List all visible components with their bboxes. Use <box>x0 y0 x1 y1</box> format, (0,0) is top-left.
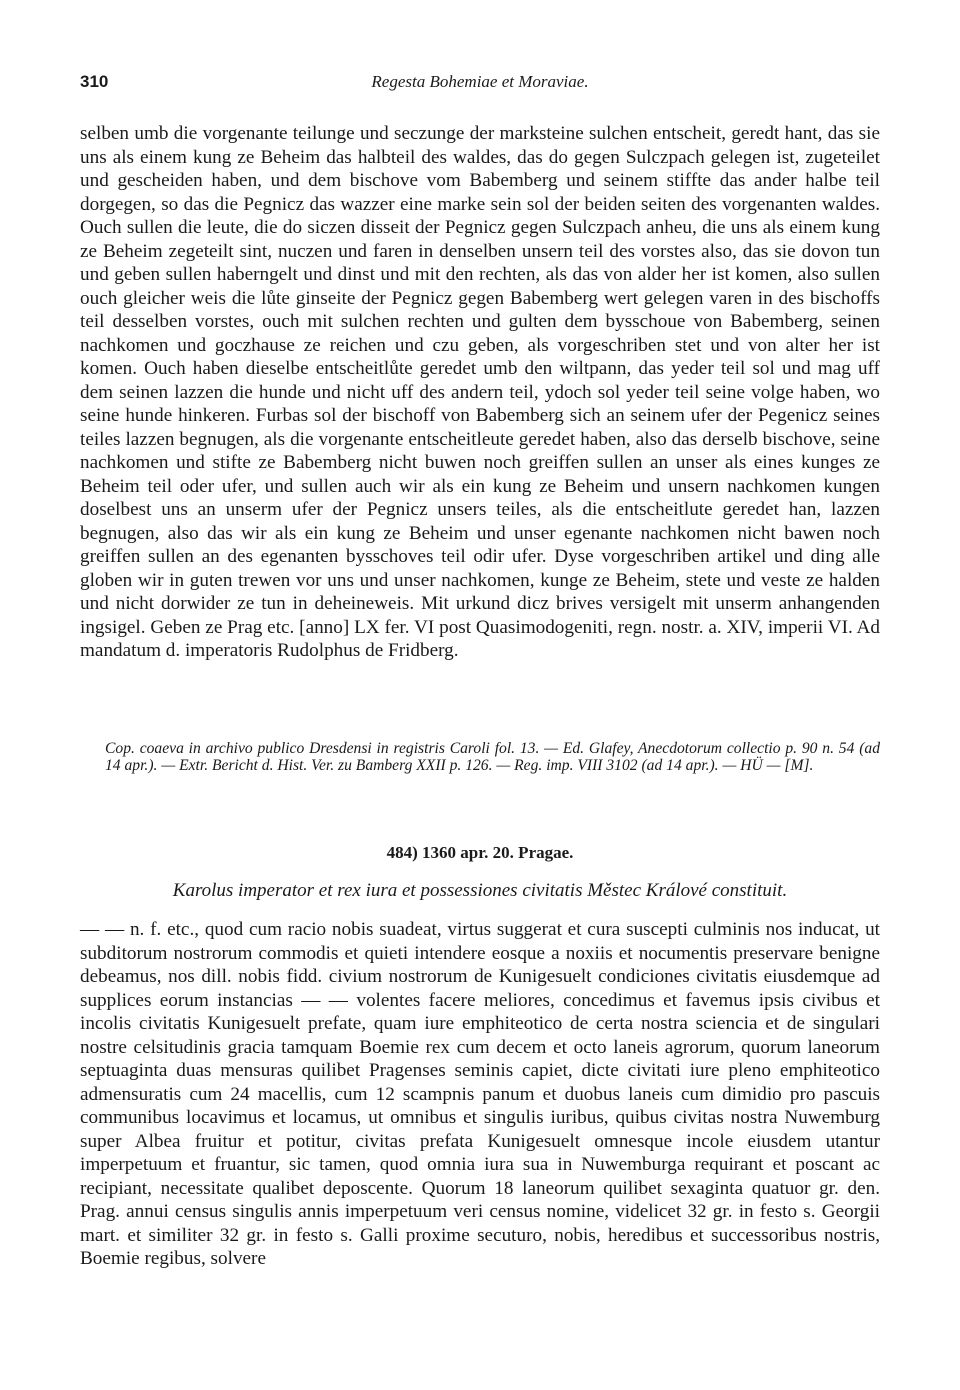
entry-body-text: — — n. f. etc., quod cum racio nobis suadeat, virtus suggerat et cura suscepti culminis nos inducat, ut subditorum nostrorum commodis et quieti intendere eosque a noxiis et nocumentis preservare benigne debeamus, nos dill. nobis fidd. civium nostrorum de Kunigesuelt condiciones civitatis eiusdemque ad supplices eorum instancias — — volentes facere meliores, concedimus et favemus ipsis civibus et incolis civitatis Kunigesuelt prefate, quam iure emphiteotico de certa nostra sciencia et de singulari nostre celsitudinis gracia tamquam Boemie rex cum decem et octo laneis agrorum, quorum laneorum septuaginta duas mensuras quilibet Pragenses seminis capiet, dicte civitati iure pleno emphiteotico admensuratis cum 24 macellis, cum 12 scampnis panum et duobus laneis cum dimidio pro pascuis communibus locavimus et locamus, ut omnibus et singulis iuribus, quibus civitas nostra Nuwemburg super Albea fruitur et potitur, civitas prefata Kunigesuelt omnesque incole eiusdem utantur imperpetuum et fruantur, sic tamen, quod omnia iura sua in Nuwemburga requirant et poscant ac recipiant, necessitate qualibet deposcente. Quorum 18 laneorum quilibet sexaginta quatuor gr. den. Prag. annui census singulis annis imperpetuum veri census nomine, videlicet 32 gr. in festo s. Georgii mart. et similiter 32 gr. in festo s. Galli proxime secuturo, nobis, heredibus et successoribus nostris, Boemie regibus, solvere <box>80 919 880 1269</box>
paragraph-continued-text: selben umb die vorgenante teilunge und seczunge der marksteine sulchen entscheit, geredt hant, das sie uns als einem kung ze Beheim das halbteil des waldes, das do gegen Sulczpach gelegen ist, zugeteilet und gescheiden haben, und dem bischove vom Babemberg und seinem stiffte das ander halbe teil dorgegen, so das die Pegnicz das wazzer eine marke sein sol der beiden seiten des vorgenanten waldes. Ouch sullen die leute, die do siczen disseit der Pegnicz gegen Sulczpach anheu, die uns als einem kung ze Beheim zegeteilt sint, nuczen und faren in denselben unsern teil des vorstes also, das sie dovon tun und geben sullen haberngelt und dinst und mit den rechten, als das von alder her ist komen, also sullen ouch gleicher weis die lůte ginseite der Pegnicz gegen Babemberg wert gelegen varen in des bischoffs teil desselben vorstes, ouch mit sulchen rechten und gulten dem bysschoue von Babemberg, seinen nachkomen und goczhause ze reichen und czu geben, als vorgeschriben stet und von alter her ist komen. Ouch haben dieselbe entscheitlůte geredet umb den wiltpann, das yeder teil sol und mag uff dem seinen lazzen die hunde und nicht uff des andern teil, ydoch sol yeder teil seine volge haben, wo seine hunde hinkeren. Furbas sol der bischoff von Babemberg sich an seinem ufer der Pegenicz seines teiles lazzen begnugen, als die vorgenante entscheitleute geredet haben, also das derselb bischove, seine nachkomen und stifte ze Babemberg nicht buwen noch greiffen sullen an unser als eines kunges ze Beheim teil oder ufer, und sullen auch wir als ein kung ze Beheim und unsern nachkomen kungen doselbest uns an unserm ufer der Pegnicz unsers teiles, als die entscheitlute geredet han, lazzen begnugen, also das wir als ein kung ze Beheim und unser egenante nachkomen nicht bawen noch greiffen sullen an des egenanten bysschoves teil odir ufer. Dyse vorgeschriben artikel und ding alle globen wir in guten trewen vor uns und unser nachkomen, kunge ze Beheim, stete und veste ze halden und nicht dorwider ze tun in deheineweis. Mit urkund dicz brives versigelt mit unserm anhangenden ingsigel. Geben ze Prag etc. [anno] LX fer. VI post Quasimodogeniti, regn. nostr. a. XIV, imperii VI. Ad mandatum d. imperatoris Rudolphus de Fridberg. <box>80 123 880 661</box>
page-header <box>80 72 880 102</box>
source-citation: Cop. coaeva in archivo publico Dresdensi in registris Caroli fol. 13. — Ed. Glafey, Anecdotorum collectio p. 90 n. 54 (ad 14 apr.). — Extr. Bericht d. Hist. Ver. zu Bamberg XXII p. 126. — Reg. imp. VIII 3102 (ad 14 apr.). — HÜ — [M]. <box>105 740 880 774</box>
page-number: 310 <box>80 72 109 91</box>
entry-summary: Karolus imperator et rex iura et possessiones civitatis Městec Králové constituit. <box>172 880 788 901</box>
running-title: Regesta Bohemiae et Moraviae. <box>371 72 589 91</box>
entry-heading: 484) 1360 apr. 20. Pragae. <box>386 843 574 862</box>
